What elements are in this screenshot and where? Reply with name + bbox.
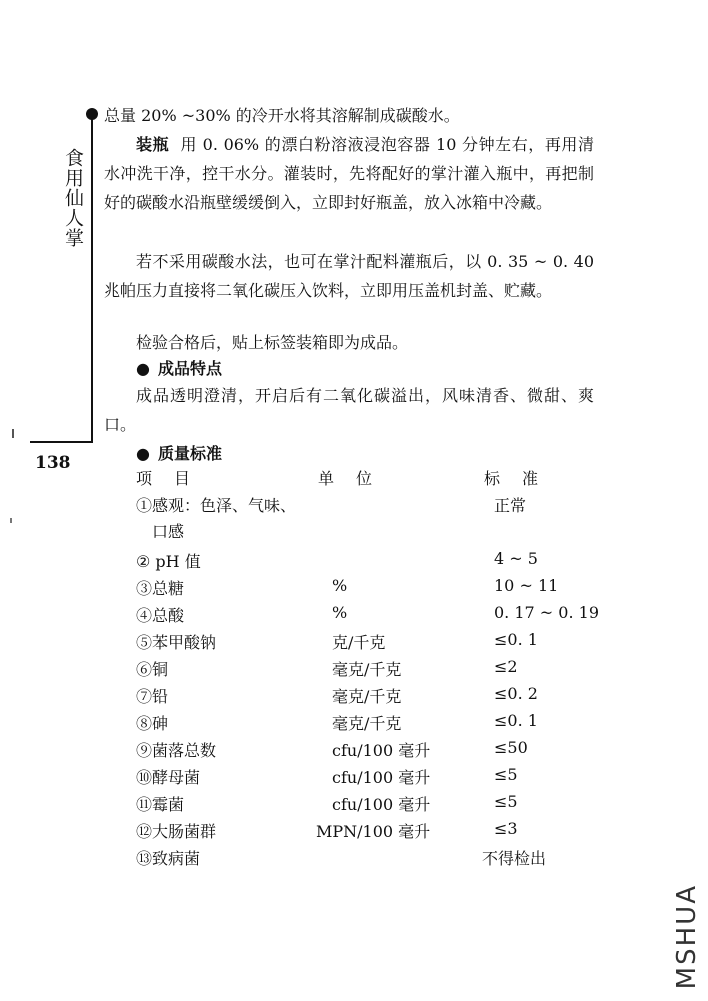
- cell-standard: ≤0. 2: [494, 684, 538, 703]
- scan-mark: [10, 518, 12, 523]
- cell-item: ② pH 值: [136, 552, 201, 571]
- header-item: 项目: [136, 469, 213, 488]
- scan-mark: [12, 429, 14, 438]
- watermark: MSHUA: [672, 883, 702, 989]
- table-row: [104, 603, 604, 629]
- cell-standard: ≤2: [494, 657, 518, 676]
- paragraph-inspection: 检验合格后，贴上标签装箱即为成品。: [136, 333, 409, 352]
- cell-standard: 4 ~ 5: [494, 549, 538, 568]
- cell-unit: 毫克/千克: [332, 660, 402, 679]
- cell-unit: cfu/100 毫升: [332, 768, 431, 787]
- table-row: [104, 792, 604, 818]
- cell-standard: ≤5: [494, 765, 518, 784]
- cell-standard: 不得检出: [482, 849, 547, 868]
- cell-standard: ≤3: [494, 819, 518, 838]
- cell-item: ⑦铅: [136, 687, 169, 706]
- running-title: 食用仙人掌: [62, 148, 84, 248]
- table-row: [104, 630, 604, 656]
- bottling-text: 用 0. 06% 的漂白粉溶液浸泡容器 10 分钟左右，再用清水冲洗干净，控干水分。灌装时，先将配好的掌汁灌入瓶中，再把制好的碳酸水沿瓶壁缓缓倒入，立即封好瓶盖，放入冰箱中冷藏。: [104, 135, 594, 212]
- cell-item: ⑩酵母菌: [136, 768, 201, 787]
- cell-item: ⑫大肠菌群: [136, 822, 217, 841]
- table-row: [104, 711, 604, 737]
- table-row: [104, 576, 604, 602]
- cell-standard: 0. 17 ~ 0. 19: [494, 603, 599, 622]
- cell-item: ④总酸: [136, 606, 185, 625]
- cell-unit: 克/千克: [332, 633, 386, 652]
- bottling-lead: 装瓶: [136, 135, 170, 154]
- cell-unit: cfu/100 毫升: [332, 795, 431, 814]
- cell-unit: cfu/100 毫升: [332, 741, 431, 760]
- table-header-row: [104, 466, 604, 492]
- cell-unit: %: [332, 576, 348, 595]
- heading-text: 质量标准: [157, 444, 222, 463]
- paragraph-alternative-method: 若不采用碳酸水法，也可在掌汁配料灌瓶后，以 0. 35 ~ 0. 40 兆帕压力直接将二氧化碳压入饮料，立即用压盖机封盖、贮藏。: [104, 252, 594, 300]
- table-row: [104, 549, 604, 575]
- table-row: [104, 846, 604, 872]
- margin-rule: [91, 118, 93, 442]
- table-row: [104, 657, 604, 683]
- cell-item: ⑪霉菌: [136, 795, 185, 814]
- paragraph-bottling: [104, 130, 594, 217]
- heading-text: 成品特点: [157, 359, 222, 378]
- table-row: [104, 493, 604, 519]
- cell-unit: %: [332, 603, 348, 622]
- table-row-continued: [104, 519, 604, 545]
- cell-unit: MPN/100 毫升: [316, 822, 431, 841]
- table-row: [104, 684, 604, 710]
- paragraph-carbonated-water: 总量 20% ~30% 的冷开水将其溶解制成碳酸水。: [104, 106, 460, 125]
- table-row: [104, 738, 604, 764]
- cell-unit: 毫克/千克: [332, 714, 402, 733]
- header-unit: 单位: [318, 469, 395, 488]
- cell-item: ⑧砷: [136, 714, 169, 733]
- cell-item: ①感观：色泽、气味、: [136, 496, 297, 515]
- heading-quality-standards: [136, 441, 222, 464]
- bullet-icon: ●: [136, 359, 150, 378]
- cell-item: ⑤苯甲酸钠: [136, 633, 217, 652]
- cell-standard: 正常: [494, 496, 527, 515]
- header-standard: 标准: [484, 469, 561, 488]
- cell-item: ⑨菌落总数: [136, 741, 217, 760]
- bullet-icon: ●: [136, 444, 150, 463]
- page-number-rule: [30, 441, 93, 443]
- cell-unit: 毫克/千克: [332, 687, 402, 706]
- cell-item-continued: 口感: [152, 522, 185, 541]
- cell-standard: ≤5: [494, 792, 518, 811]
- cell-standard: ≤50: [494, 738, 528, 757]
- table-row: [104, 765, 604, 791]
- heading-product-features: [136, 356, 222, 379]
- page-number: 138: [35, 453, 71, 473]
- cell-standard: 10 ~ 11: [494, 576, 559, 595]
- table-row: [104, 819, 604, 845]
- cell-standard: ≤0. 1: [494, 711, 538, 730]
- cell-item: ③总糖: [136, 579, 185, 598]
- cell-item: ⑬致病菌: [136, 849, 201, 868]
- paragraph-product-features: 成品透明澄清，开启后有二氧化碳溢出，风味清香、微甜、爽口。: [104, 386, 594, 434]
- cell-standard: ≤0. 1: [494, 630, 538, 649]
- cell-item: ⑥铜: [136, 660, 169, 679]
